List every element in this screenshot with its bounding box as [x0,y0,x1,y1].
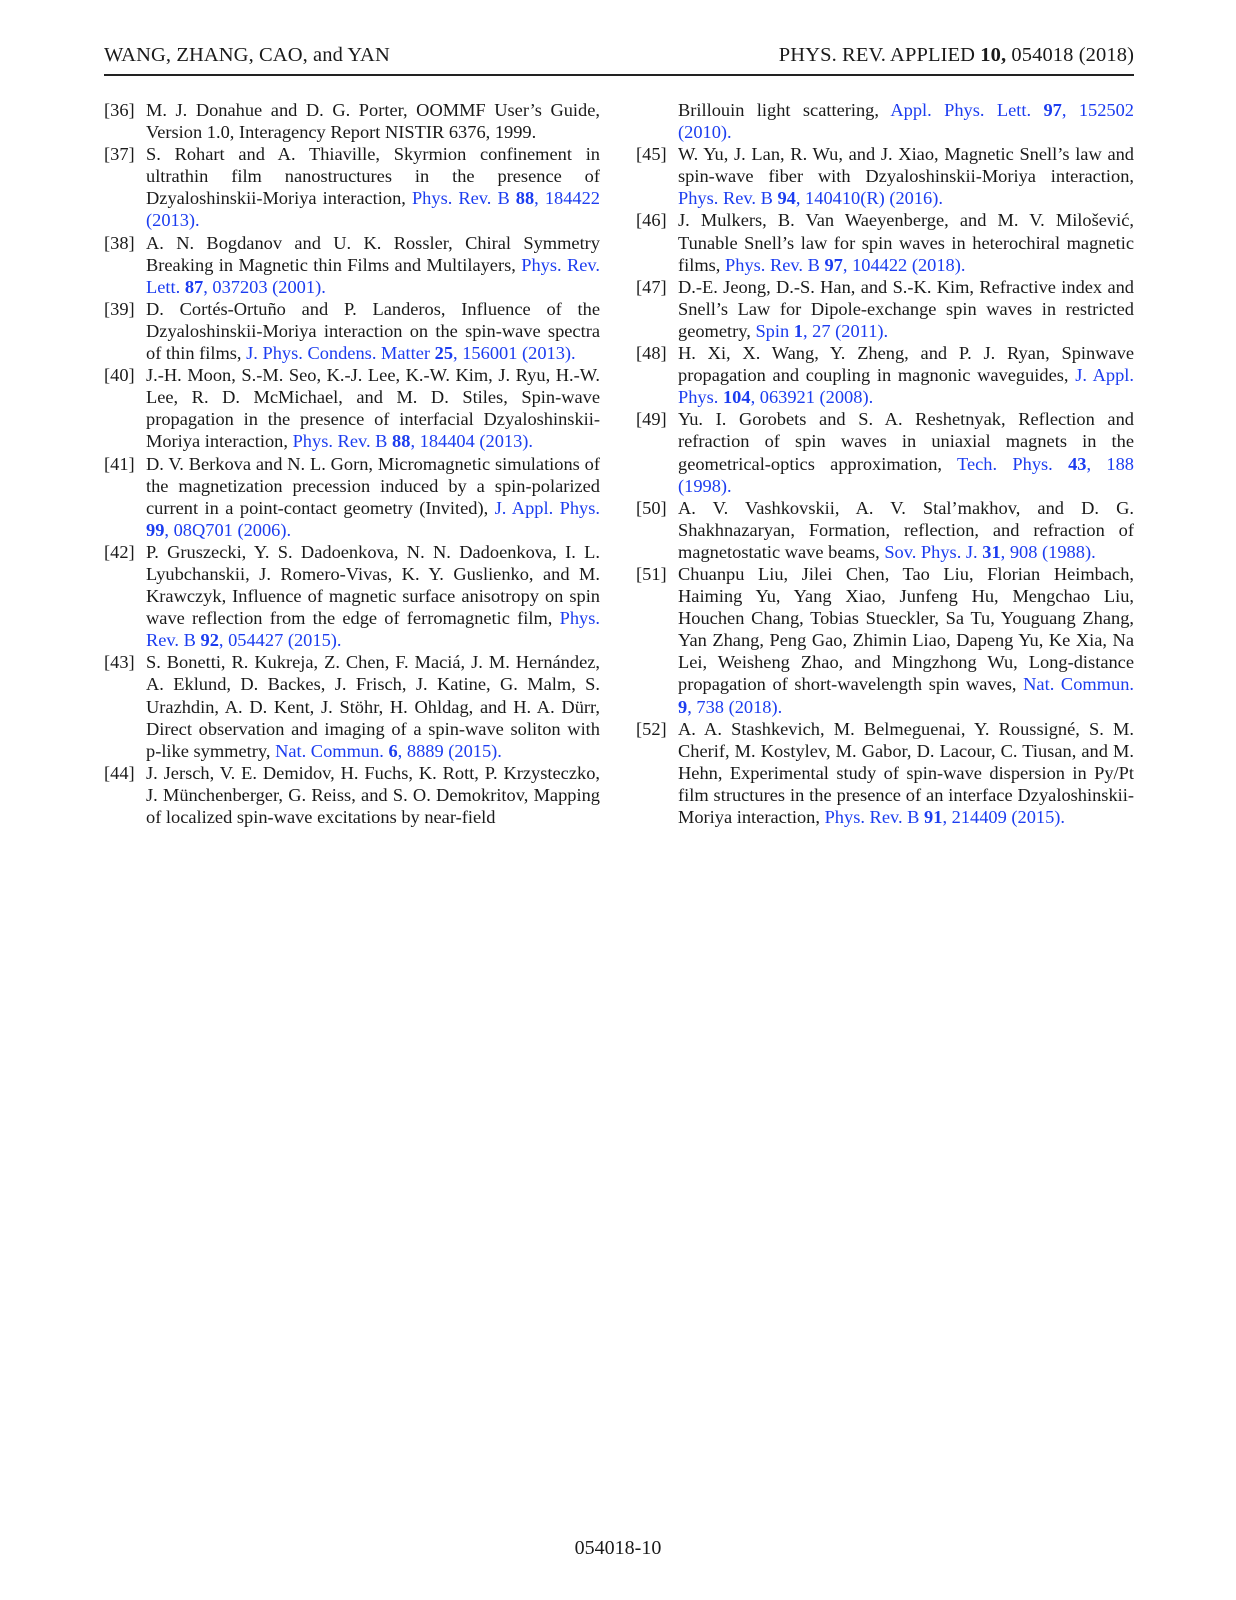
reference-link-pages: , 184422 (2013). [146,188,600,231]
reference-item [636,143,1134,209]
reference-number: [40] [104,365,135,386]
reference-link-pages: , 152502 (2010). [678,100,1134,143]
reference-text: A. V. Vashkovskii, A. V. Stal’makhov, and D. G. Shakhnazaryan, Formation, reflection, and refraction of magnetostatic wave beams, [678,497,1134,562]
reference-text: D. Cortés-Ortuño and P. Landeros, Influence of the Dzyaloshinskii-Moriya interaction on the spin-wave spectra of thin films, [146,298,600,364]
reference-link-volume: 92 [200,630,219,651]
reference-link-journal: Spin [755,320,794,341]
reference-link-volume: 91 [924,807,943,827]
reference-text: S. Bonetti, R. Kukreja, Z. Chen, F. Maciá, J. M. Hernández, A. Eklund, D. Backes, J. Frisch, J. Katine, G. Malm, S. Urazhdin, A. D. Kent, J. Stöhr, H. Ohldag, and H. A. Dürr, Direct observation and imaging of a spin-wave soliton with p-like symmetry, [146,652,600,761]
reference-link-pages: , 054427 (2015). [218,630,342,651]
reference-link-volume: 104 [722,387,751,408]
reference-link-journal: Phys. Rev. B [292,431,393,452]
references-left-column [104,99,600,828]
header-journal-volume: 10, [980,44,1007,66]
reference-item [104,232,600,298]
reference-link-pages: , 140410(R) (2016). [795,188,943,209]
reference-number: [47] [636,276,667,297]
reference-item [104,298,600,364]
running-header [104,44,1134,76]
reference-text: D.-E. Jeong, D.-S. Han, and S.-K. Kim, Refractive index and Snell’s Law for Dipole-exchange spin waves in restricted geometry, [678,276,1134,341]
reference-link-journal: Nat. Commun. [275,740,389,761]
reference-item [636,408,1134,496]
reference-link-volume: 88 [515,188,535,209]
reference-number: [39] [104,298,135,319]
reference-text: H. Xi, X. Wang, Y. Zheng, and P. J. Ryan, Spinwave propagation and coupling in magnonic waveguides, [678,343,1134,386]
reference-link-journal: Phys. Rev. B [411,188,516,209]
reference-link[interactable] [246,343,576,363]
reference-link-volume: 1 [793,320,803,341]
reference-number: [36] [104,100,135,120]
header-journal-name: PHYS. REV. APPLIED [778,44,981,66]
reference-item [636,209,1134,275]
reference-link-volume: 43 [1068,453,1087,474]
reference-text: Brillouin light scattering, [678,100,891,120]
reference-link-journal: J. Appl. Phys. [678,365,1135,408]
reference-text: J.-H. Moon, S.-M. Seo, K.-J. Lee, K.-W. Kim, J. Ryu, H.-W. Lee, R. D. McMichael, and M. D. Stiles, Spin-wave propagation in the presence of interfacial Dzyaloshinskii-Moriya interaction, [146,365,600,452]
reference-link-pages: , 27 (2011). [802,320,889,341]
reference-link-pages: , 908 (1988). [1000,541,1096,562]
reference-text: J. Jersch, V. E. Demidov, H. Fuchs, K. Rott, P. Krzysteczko, J. Münchenberger, G. Reiss, and S. O. Demokritov, Mapping of localized spin-wave excitations by near-field [146,762,600,827]
reference-item [104,541,600,651]
reference-number: [51] [636,563,667,584]
reference-item [104,143,600,231]
reference-link[interactable] [275,741,502,761]
reference-link[interactable] [725,255,965,275]
header-journal [779,44,1134,67]
reference-text: Chuanpu Liu, Jilei Chen, Tao Liu, Florian Heimbach, Haiming Yu, Yang Xiao, Junfeng Hu, Mengchao Liu, Houchen Chang, Tobias Stueckler, Sa Tu, Youguang Zhang, Yan Zhang, Peng Gao, Zhimin Liao, Dapeng Yu, Ke Xia, Na Lei, Weisheng Zhao, and Mingzhong Wu, Long-distance propagation of short-wavelength spin waves, [678,563,1134,695]
reference-number: [42] [104,541,135,562]
reference-link-pages: , 156001 (2013). [453,343,576,364]
reference-link-journal: Phys. Rev. Lett. [146,254,601,297]
reference-number: [43] [104,652,135,673]
reference-number: [46] [636,210,667,231]
reference-link-volume: 97 [1043,100,1062,120]
reference-link-volume: 31 [982,541,1001,562]
reference-number: [48] [636,343,667,364]
reference-number: [50] [636,497,667,518]
reference-link-volume: 94 [777,188,796,209]
reference-link-journal: Phys. Rev. B [678,188,778,209]
reference-text: A. A. Stashkevich, M. Belmeguenai, Y. Roussigné, S. M. Cherif, M. Kostylev, M. Gabor, D. Lacour, C. Tiusan, and M. Hehn, Experimental study of spin-wave dispersion in Py/Pt film structures in the presence of an interface Dzyaloshinskii-Moriya interaction, [678,718,1134,827]
reference-item [636,563,1134,718]
reference-link-journal: J. Phys. Condens. Matter [246,343,435,364]
reference-text: Yu. I. Gorobets and S. A. Reshetnyak, Reflection and refraction of spin waves in uniaxial magnets in the geometrical-optics approximation, [678,409,1134,474]
reference-link-volume: 88 [392,431,411,452]
reference-link-journal: Appl. Phys. Lett. [890,100,1044,120]
reference-text: M. J. Donahue and D. G. Porter, OOMMF User’s Guide, Version 1.0, Interagency Report NISTIR 6376, 1999. [146,100,600,143]
reference-link-pages: , 738 (2018). [687,696,783,717]
reference-item [636,276,1134,342]
reference-number: [41] [104,453,135,474]
reference-item [104,364,600,452]
reference-text: D. V. Berkova and N. L. Gorn, Micromagnetic simulations of the magnetization precession induced by a spin-polarized current in a point-contact geometry (Invited), [146,453,600,518]
reference-link-volume: 87 [184,276,204,297]
reference-text: W. Yu, J. Lan, R. Wu, and J. Xiao, Magnetic Snell’s law and spin-wave fiber with Dzyaloshinskii-Moriya interaction, [678,144,1134,187]
reference-number: [52] [636,718,667,739]
reference-number: [37] [104,144,135,165]
reference-link-volume: 97 [824,254,843,275]
reference-text: J. Mulkers, B. Van Waeyenberge, and M. V. Milošević, Tunable Snell’s law for spin waves in heterochiral magnetic films, [678,210,1134,275]
reference-item [104,651,600,761]
reference-link-pages: , 104422 (2018). [842,254,966,275]
reference-link-pages: , 184404 (2013). [410,431,534,452]
reference-text: S. Rohart and A. Thiaville, Skyrmion confinement in ultrathin film nanostructures in the presence of Dzyaloshinskii-Moriya interaction, [146,144,600,209]
header-authors: WANG, ZHANG, CAO, and YAN [104,44,390,66]
reference-number: [38] [104,232,135,253]
reference-item [104,99,600,143]
reference-link[interactable] [755,321,888,341]
reference-link[interactable] [884,542,1095,562]
reference-link-journal: Sov. Phys. J. [884,541,983,562]
reference-link-pages: , 188 (1998). [678,453,1135,496]
reference-link-journal: Phys. Rev. B [146,608,600,651]
reference-link[interactable] [293,431,533,451]
reference-link-pages: , 08Q701 (2006). [164,519,292,540]
reference-item [104,762,600,828]
reference-link[interactable] [825,807,1065,827]
reference-text: P. Gruszecki, Y. S. Dadoenkova, N. N. Dadoenkova, I. L. Lyubchanskii, J. Romero-Vivas, K. Y. Guslienko, and M. Krawczyk, Influence of magnetic surface anisotropy on spin wave reflection from the edge of ferromagnetic film, [146,541,600,629]
reference-link-pages: , 063921 (2008). [750,387,874,408]
reference-link-pages: , 214409 (2015). [942,807,1066,827]
reference-number: [49] [636,409,667,430]
reference-link-journal: Tech. Phys. [957,453,1069,474]
reference-item [636,497,1134,563]
reference-link-journal: Phys. Rev. B [824,807,925,827]
reference-link-journal: Phys. Rev. B [725,254,825,275]
reference-link-pages: , 037203 (2001). [203,276,326,297]
reference-link-volume: 6 [388,740,398,761]
reference-text: A. N. Bogdanov and U. K. Rossler, Chiral Symmetry Breaking in Magnetic thin Films and Multilayers, [146,232,600,275]
page-number: 054018-10 [574,1537,662,1559]
reference-continuation [636,99,1134,143]
references-right-column [636,99,1134,828]
reference-number: [45] [636,144,667,165]
reference-item [636,342,1134,408]
reference-item [636,718,1134,828]
reference-link-pages: , 8889 (2015). [397,740,502,761]
reference-number: [44] [104,762,135,783]
reference-link[interactable] [678,188,943,208]
reference-link-journal: Nat. Commun. [1023,674,1134,695]
reference-link-journal: J. Appl. Phys. [494,497,601,518]
header-journal-article: 054018 (2018) [1006,44,1134,66]
reference-link-volume: 25 [434,343,454,364]
reference-link-volume: 9 [678,696,688,717]
reference-link-volume: 99 [146,519,165,540]
reference-item [104,453,600,541]
